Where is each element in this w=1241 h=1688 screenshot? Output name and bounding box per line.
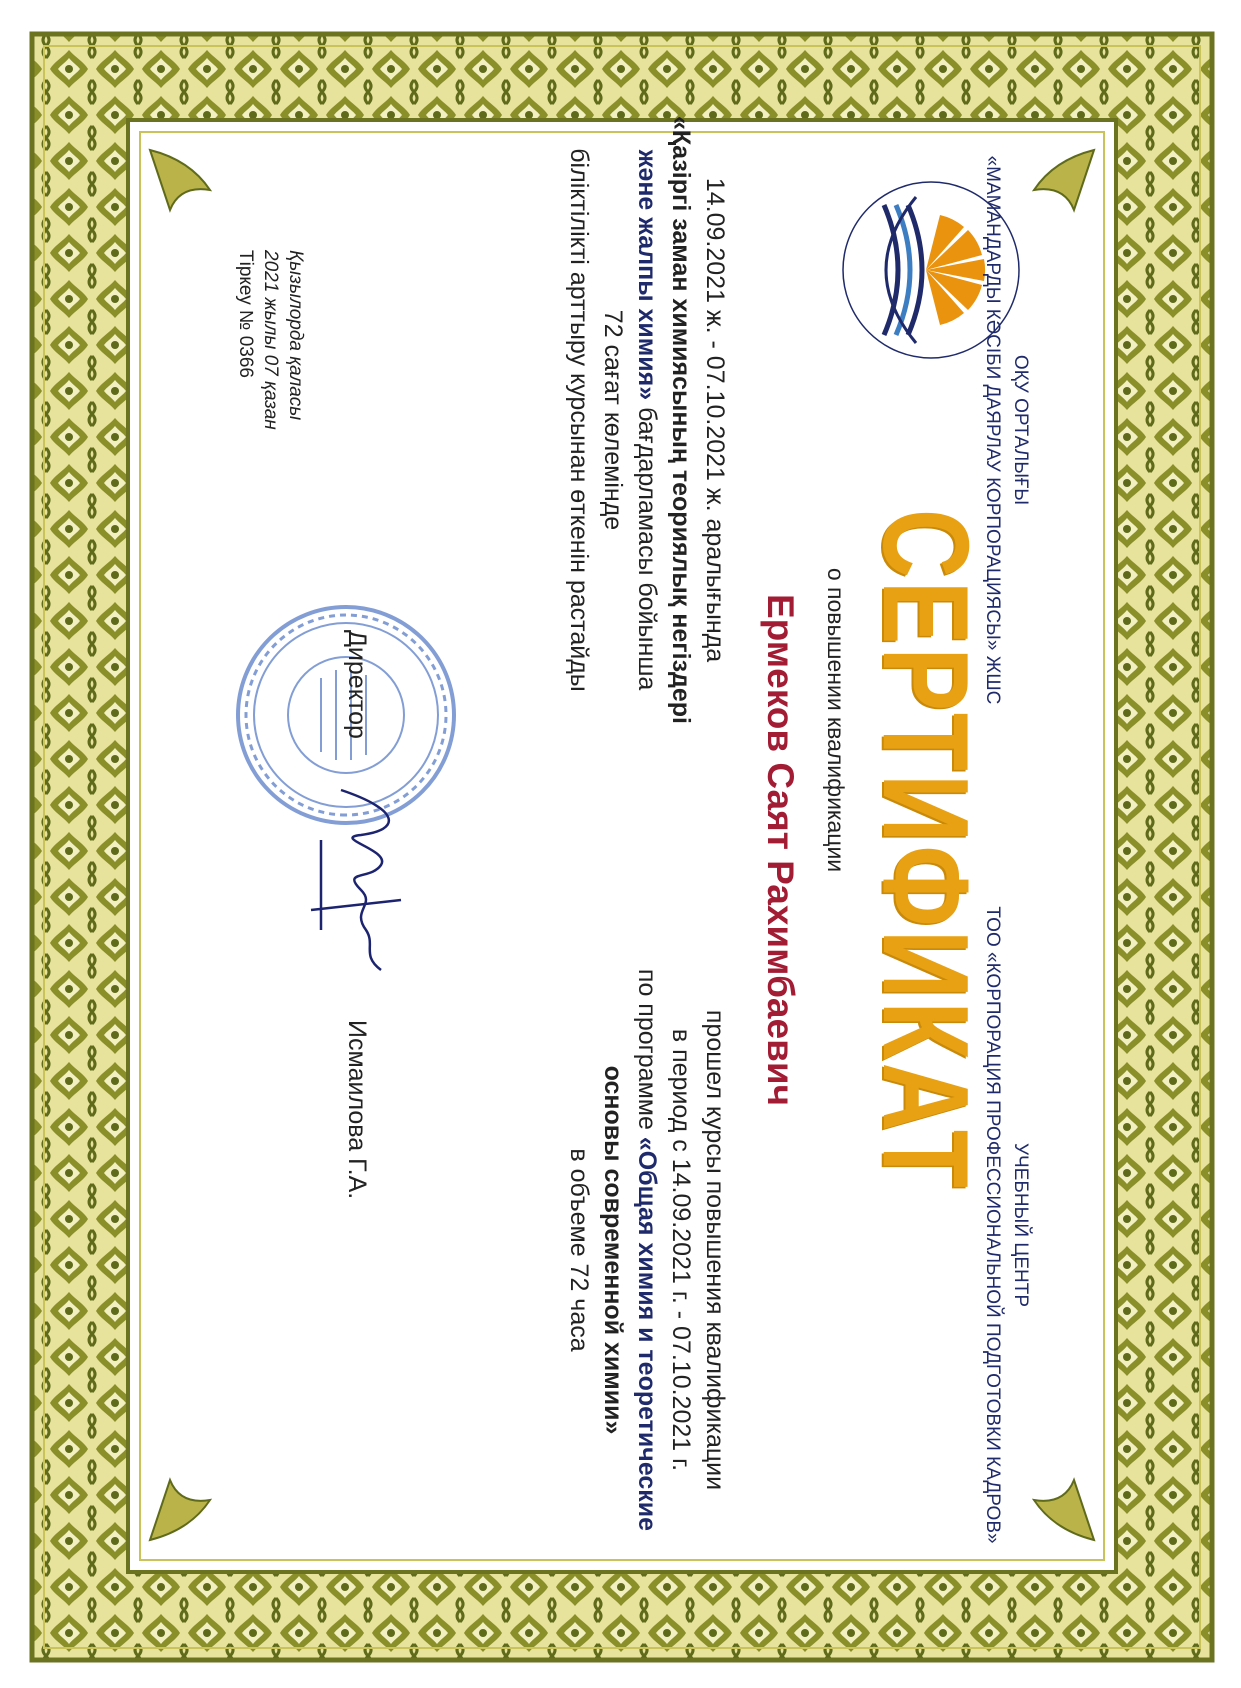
header-ru-line2: ТОО «КОРПОРАЦИЯ ПРОФЕССИОНАЛЬНОЙ ПОДГОТОВКИ КАДРОВ» bbox=[982, 906, 1003, 1544]
header-ru-line1: УЧЕБНЫЙ ЦЕНТР bbox=[1010, 1142, 1031, 1308]
footer-date: 2021 жылы 07 қазан bbox=[260, 250, 281, 430]
certificate-title: СЕРТИФИКАТ bbox=[858, 509, 994, 1191]
kz-program-tail: бағдарламасы бойынша bbox=[633, 400, 661, 691]
director-label: Директор bbox=[343, 630, 371, 739]
kz-confirm: біліктілікті арттыру курсынан өткенін растайды bbox=[565, 148, 593, 692]
ru-line3-prefix: по программе bbox=[633, 968, 661, 1137]
kz-program-1: «Қазіргі заман химиясының теориялық негіздері bbox=[667, 115, 695, 725]
ru-line2: в период с 14.09.2021 г. - 07.10.2021 г. bbox=[667, 1028, 695, 1472]
kz-period: 14.09.2021 ж. - 07.10.2021 ж. аралығында bbox=[701, 177, 729, 663]
certificate-subtitle: о повышении квалификации bbox=[823, 567, 849, 873]
footer-city: Қызылорда қаласы bbox=[285, 250, 306, 421]
header-kz-line1: ОҚУ ОРТАЛЫҒЫ bbox=[1010, 354, 1031, 506]
handwritten-signature-icon bbox=[291, 780, 421, 980]
kz-volume: 72 сағат көлемінде bbox=[599, 309, 627, 531]
ru-line1: прошел курсы повышения квалификации bbox=[701, 1009, 729, 1491]
recipient-name: Ермеков Саят Рахимбаевич bbox=[760, 593, 801, 1107]
ru-line5: в объеме 72 часа bbox=[565, 1148, 593, 1352]
ru-line4-bold: основы современной химии» bbox=[599, 1065, 627, 1435]
ru-line3-bold: «Общая химия и теоретические bbox=[633, 1136, 661, 1532]
kz-program-2: және жалпы химия» bbox=[633, 149, 661, 401]
director-name: Исмаилова Г.А. bbox=[343, 1020, 371, 1200]
footer-registration: Тіркеу № 0366 bbox=[235, 250, 256, 378]
header-kz-line2: «МАМАНДАРДЫ КӘСІБИ ДАЯРЛАУ КОРПОРАЦИЯСЫ» ЖШС bbox=[982, 155, 1003, 705]
